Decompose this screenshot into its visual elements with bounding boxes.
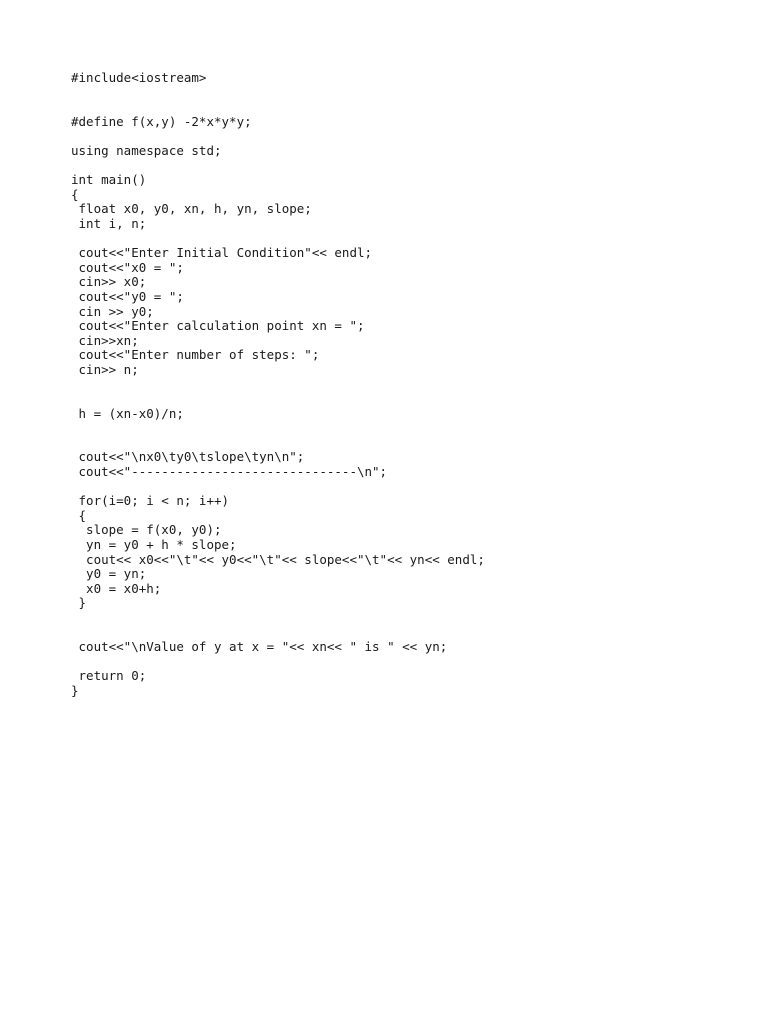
code-line xyxy=(71,86,731,101)
code-line: { xyxy=(71,186,79,202)
code-line: float x0, y0, xn, h, yn, slope; xyxy=(71,201,312,217)
code-line: int main() xyxy=(71,172,147,188)
code-line xyxy=(71,655,731,670)
code-line: #include<iostream> xyxy=(71,70,207,85)
code-line: int i, n; xyxy=(71,215,147,231)
code-line: } xyxy=(71,682,79,698)
code-line: yn = y0 + h * slope; xyxy=(71,537,237,552)
code-line: return 0; xyxy=(71,668,147,684)
code-line: cout<<"Enter number of steps: "; xyxy=(71,347,320,363)
code-line: cout<<"Enter Initial Condition"<< endl; xyxy=(71,245,373,261)
code-line xyxy=(71,480,731,495)
code-line xyxy=(71,392,731,407)
code-line: cin>> x0; xyxy=(71,274,147,290)
code-line: cout<<"Enter calculation point xn = "; xyxy=(71,318,365,334)
code-line xyxy=(71,626,731,641)
code-line xyxy=(71,100,731,115)
code-line: } xyxy=(71,595,87,611)
code-line xyxy=(71,159,731,174)
code-line: y0 = yn; xyxy=(71,566,147,582)
code-line: cout<<"------------------------------\n"; xyxy=(71,464,388,480)
code-line: cout<<"x0 = "; xyxy=(71,259,184,275)
code-line: slope = f(x0, y0); xyxy=(71,522,222,538)
code-line: h = (xn-x0)/n; xyxy=(71,405,184,421)
code-line: cin>>xn; xyxy=(71,332,139,348)
code-line: { xyxy=(71,507,87,523)
code-line: x0 = x0+h; xyxy=(71,580,162,596)
code-line: cout<<"\nx0\ty0\tslope\tyn\n"; xyxy=(71,449,305,465)
code-line xyxy=(71,377,731,392)
code-line xyxy=(71,421,731,436)
code-line: cout<< x0<<"\t"<< y0<<"\t"<< slope<<"\t"<< yn<< endl; xyxy=(71,551,485,567)
code-line: cin >> y0; xyxy=(71,303,154,319)
code-line: #define f(x,y) -2*x*y*y; xyxy=(71,113,252,129)
code-line xyxy=(71,232,731,247)
code-line: using namespace std; xyxy=(71,142,222,158)
code-listing xyxy=(71,71,731,699)
code-line xyxy=(71,436,731,451)
code-line xyxy=(71,611,731,626)
code-line: cout<<"\nValue of y at x = "<< xn<< " is " << yn; xyxy=(71,639,448,655)
code-line: cin>> n; xyxy=(71,361,139,377)
code-line: for(i=0; i < n; i++) xyxy=(71,493,230,509)
code-line: cout<<"y0 = "; xyxy=(71,288,184,304)
code-line xyxy=(71,129,731,144)
